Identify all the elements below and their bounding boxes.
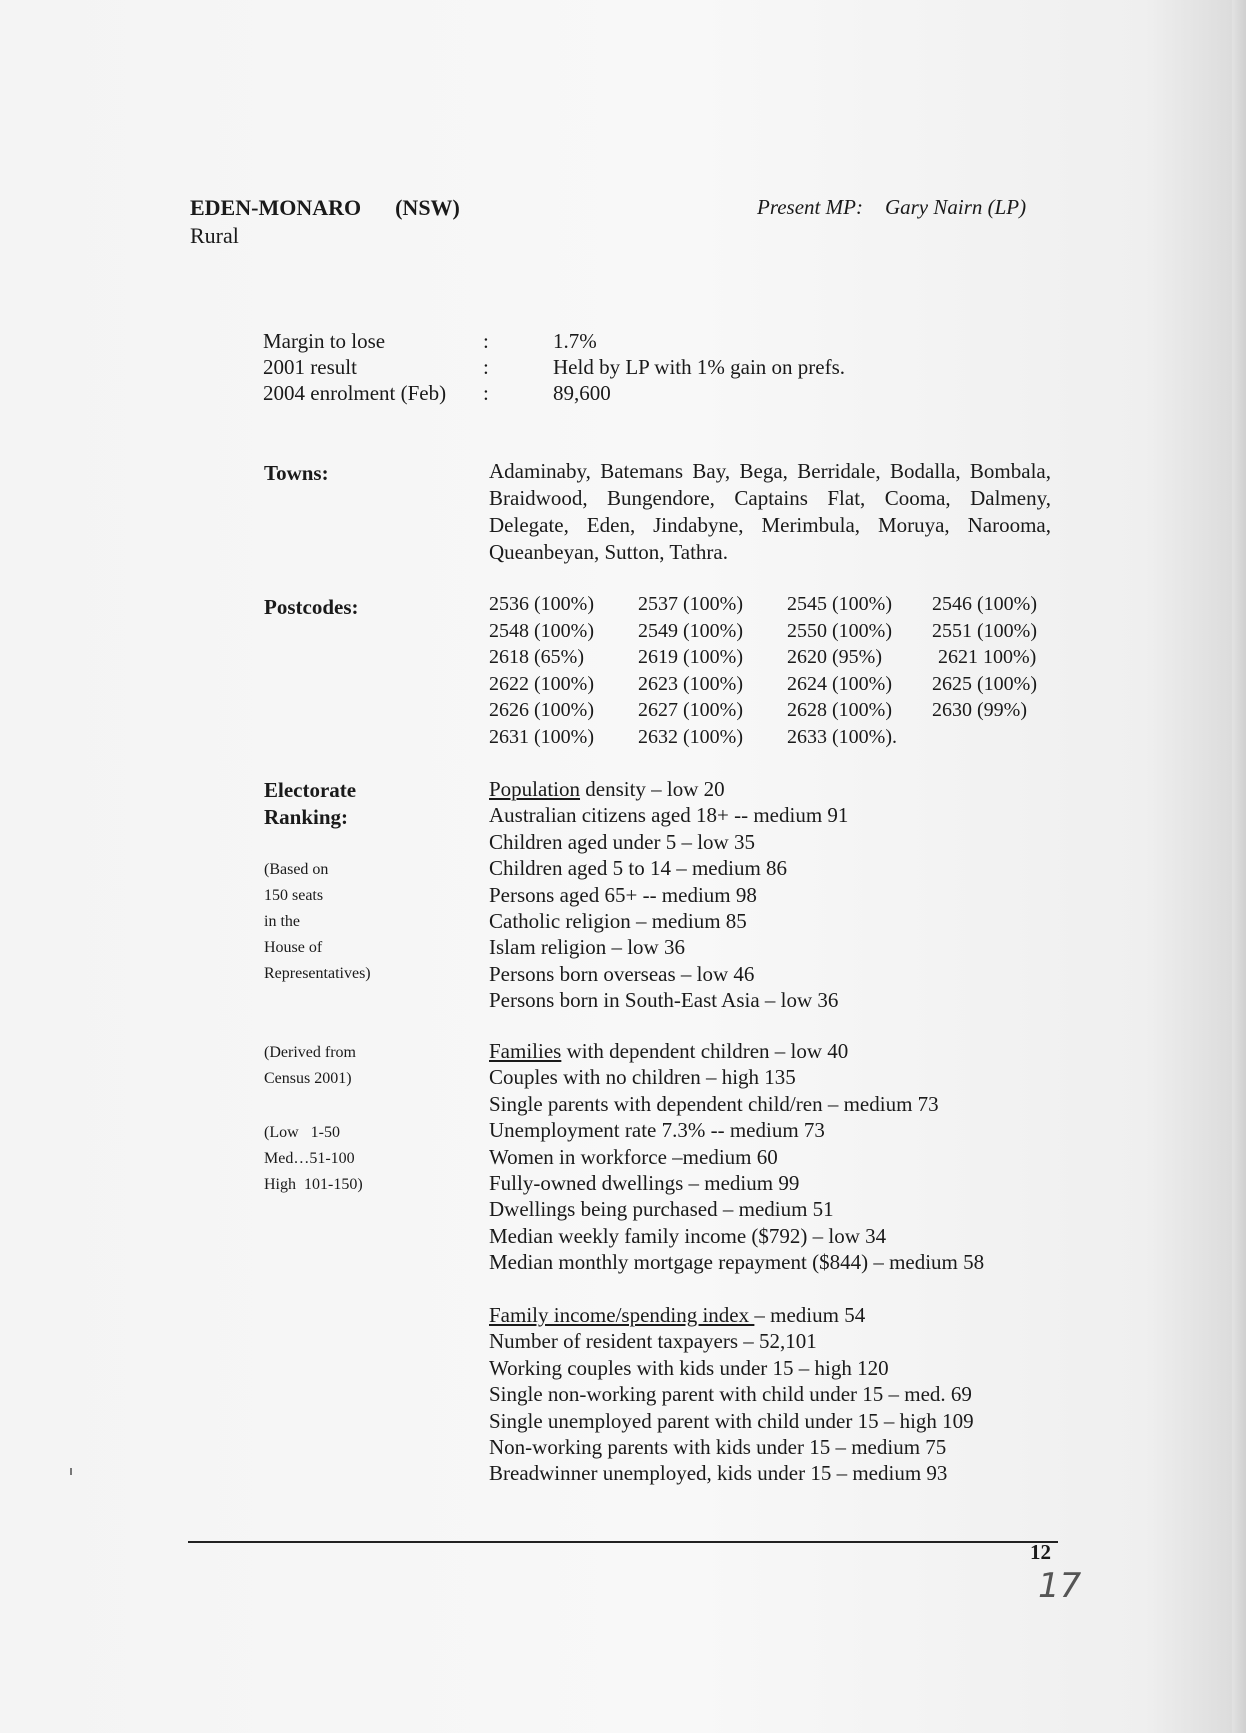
ranking-line: Persons aged 65+ -- medium 98 (489, 882, 757, 907)
postcode-cell: 2633 (100%). (787, 725, 897, 748)
stat-row (263, 380, 845, 406)
note-line: (Derived from (264, 1044, 356, 1061)
postcode-cell: 2548 (100%) (489, 619, 594, 642)
stat-label: 2001 result (263, 355, 357, 379)
postcode-cell: 2628 (100%) (787, 699, 892, 722)
postcode-cell: 2546 (100%) (932, 593, 1037, 615)
ranking-line: Australian citizens aged 18+ -- medium 91 (489, 803, 849, 828)
postcode-cell: 2550 (100%) (787, 619, 892, 642)
ranking-line: Catholic religion – medium 85 (489, 909, 747, 934)
electorate-state: (NSW) (395, 195, 460, 220)
scan-speck (70, 1468, 72, 1475)
ranking-line (489, 1038, 984, 1064)
demographics-rankings (489, 776, 848, 1014)
postcode-cell: 2618 (65%) (489, 646, 584, 669)
note-line: Census 2001) (264, 1070, 352, 1087)
ranking-line: Islam religion – low 36 (489, 935, 685, 960)
postcode-cell: 2630 (99%) (932, 699, 1027, 722)
page-number: 12 (1030, 1540, 1051, 1564)
postcode-cell: 2551 (100%) (932, 619, 1037, 642)
ranking-label-line: Electorate (264, 778, 357, 802)
postcode-cell: 2545 (100%) (787, 593, 892, 615)
ranking-label (264, 777, 356, 831)
ranking-line: Breadwinner unemployed, kids under 15 – medium 93 (489, 1461, 948, 1486)
postcode-cell: 2537 (100%) (638, 593, 743, 615)
electorate-title (190, 195, 460, 221)
ranking-line (489, 776, 848, 802)
ranking-line-rest: – medium 54 (754, 1303, 866, 1327)
ranking-line (489, 1302, 974, 1328)
ranking-line: Median monthly mortgage repayment ($844) – medium 58 (489, 1250, 985, 1275)
seat-statistics (263, 328, 845, 406)
present-mp (757, 195, 1026, 220)
postcode-cell: 2627 (100%) (638, 699, 743, 722)
ranking-source-note (264, 1040, 356, 1092)
ranking-line: Median weekly family income ($792) – low 34 (489, 1223, 887, 1248)
footer-rule (188, 1541, 1058, 1543)
ranking-line: Number of resident taxpayers – 52,101 (489, 1329, 817, 1354)
electorate-name: EDEN-MONARO (190, 195, 362, 220)
postcode-cell: 2625 (100%) (932, 672, 1037, 695)
ranking-line: Fully-owned dwellings – medium 99 (489, 1171, 800, 1196)
ranking-heading-word: Population (489, 777, 581, 801)
ranking-line: Working couples with kids under 15 – high 120 (489, 1355, 889, 1380)
note-line: (Low 1-50 (264, 1124, 340, 1141)
postcode-cell: 2619 (100%) (638, 646, 743, 669)
ranking-basis-note (264, 857, 371, 987)
stat-value: 1.7% (553, 329, 597, 353)
family-rankings (489, 1038, 984, 1276)
stat-colon: : (483, 329, 489, 353)
note-line: Representatives) (264, 965, 371, 982)
ranking-line: Couples with no children – high 135 (489, 1065, 796, 1090)
ranking-line-rest: density – low 20 (580, 777, 725, 801)
note-line: (Based on (264, 861, 329, 878)
ranking-heading-word: Families (489, 1039, 562, 1063)
towns-label: Towns: (264, 461, 329, 485)
ranking-line: Dwellings being purchased – medium 51 (489, 1197, 834, 1222)
ranking-line: Unemployment rate 7.3% -- medium 73 (489, 1118, 825, 1143)
postcode-cell: 2536 (100%) (489, 593, 594, 615)
postcode-cell: 2631 (100%) (489, 725, 594, 748)
stat-label: 2004 enrolment (Feb) (263, 381, 447, 405)
stat-label: Margin to lose (263, 329, 386, 353)
stat-value: 89,600 (553, 381, 611, 405)
postcode-cell: 2624 (100%) (787, 672, 892, 695)
stat-row (263, 328, 845, 354)
income-spending-rankings (489, 1302, 974, 1487)
postcode-cell: 2626 (100%) (489, 699, 594, 722)
present-mp-name: Gary Nairn (LP) (884, 195, 1027, 219)
postcode-cell: 2632 (100%) (638, 725, 743, 748)
postcode-cell: 2622 (100%) (489, 672, 594, 695)
note-line: in the (264, 913, 300, 930)
ranking-line: Single non-working parent with child under 15 – med. 69 (489, 1382, 972, 1407)
towns-list: Adaminaby, Batemans Bay, Bega, Berridale, Bodalla, Bombala, Braidwood, Bungendore, Captains Flat, Cooma, Dalmeny, Delegate, Eden, Jindabyne, Merimbula, Moruya, Narooma, Queanbeyan, Sutton, Tathra. (489, 459, 1051, 564)
ranking-line: Single unemployed parent with child under 15 – high 109 (489, 1408, 974, 1433)
ranking-line: Non-working parents with kids under 15 – medium 75 (489, 1435, 947, 1460)
postcode-cell: 2620 (95%) (787, 646, 882, 669)
postcodes-grid (489, 591, 1062, 751)
ranking-heading-word: Family income/spending index (489, 1303, 755, 1327)
ranking-line-rest: with dependent children – low 40 (561, 1039, 849, 1063)
ranking-line: Persons born overseas – low 46 (489, 961, 755, 986)
ranking-scale-note (264, 1120, 363, 1198)
ranking-line: Children aged under 5 – low 35 (489, 829, 755, 854)
note-line: House of (264, 939, 323, 956)
postcode-cell: 2621 100%) (938, 646, 1037, 669)
note-line: Med…51-100 (264, 1150, 355, 1167)
stat-row (263, 354, 845, 380)
ranking-line: Children aged 5 to 14 – medium 86 (489, 856, 788, 881)
stat-value: Held by LP with 1% gain on prefs. (553, 355, 846, 379)
ranking-line: Persons born in South-East Asia – low 36 (489, 988, 839, 1013)
note-line: 150 seats (264, 887, 324, 904)
ranking-label-line: Ranking: (264, 805, 349, 829)
stat-colon: : (483, 355, 489, 379)
postcode-cell: 2549 (100%) (638, 619, 743, 642)
ranking-line: Single parents with dependent child/ren – medium 73 (489, 1091, 939, 1116)
postcodes-label: Postcodes: (264, 595, 359, 619)
page-edge-shadow (1232, 0, 1246, 1733)
stat-colon: : (483, 381, 489, 405)
ranking-line: Women in workforce –medium 60 (489, 1144, 778, 1169)
present-mp-label: Present MP: (757, 195, 863, 219)
electorate-type: Rural (190, 223, 239, 248)
postcode-cell (932, 724, 1062, 751)
handwritten-page-number: 17 (1038, 1566, 1082, 1606)
note-line: High 101-150) (264, 1176, 363, 1193)
postcode-cell: 2623 (100%) (638, 672, 743, 695)
